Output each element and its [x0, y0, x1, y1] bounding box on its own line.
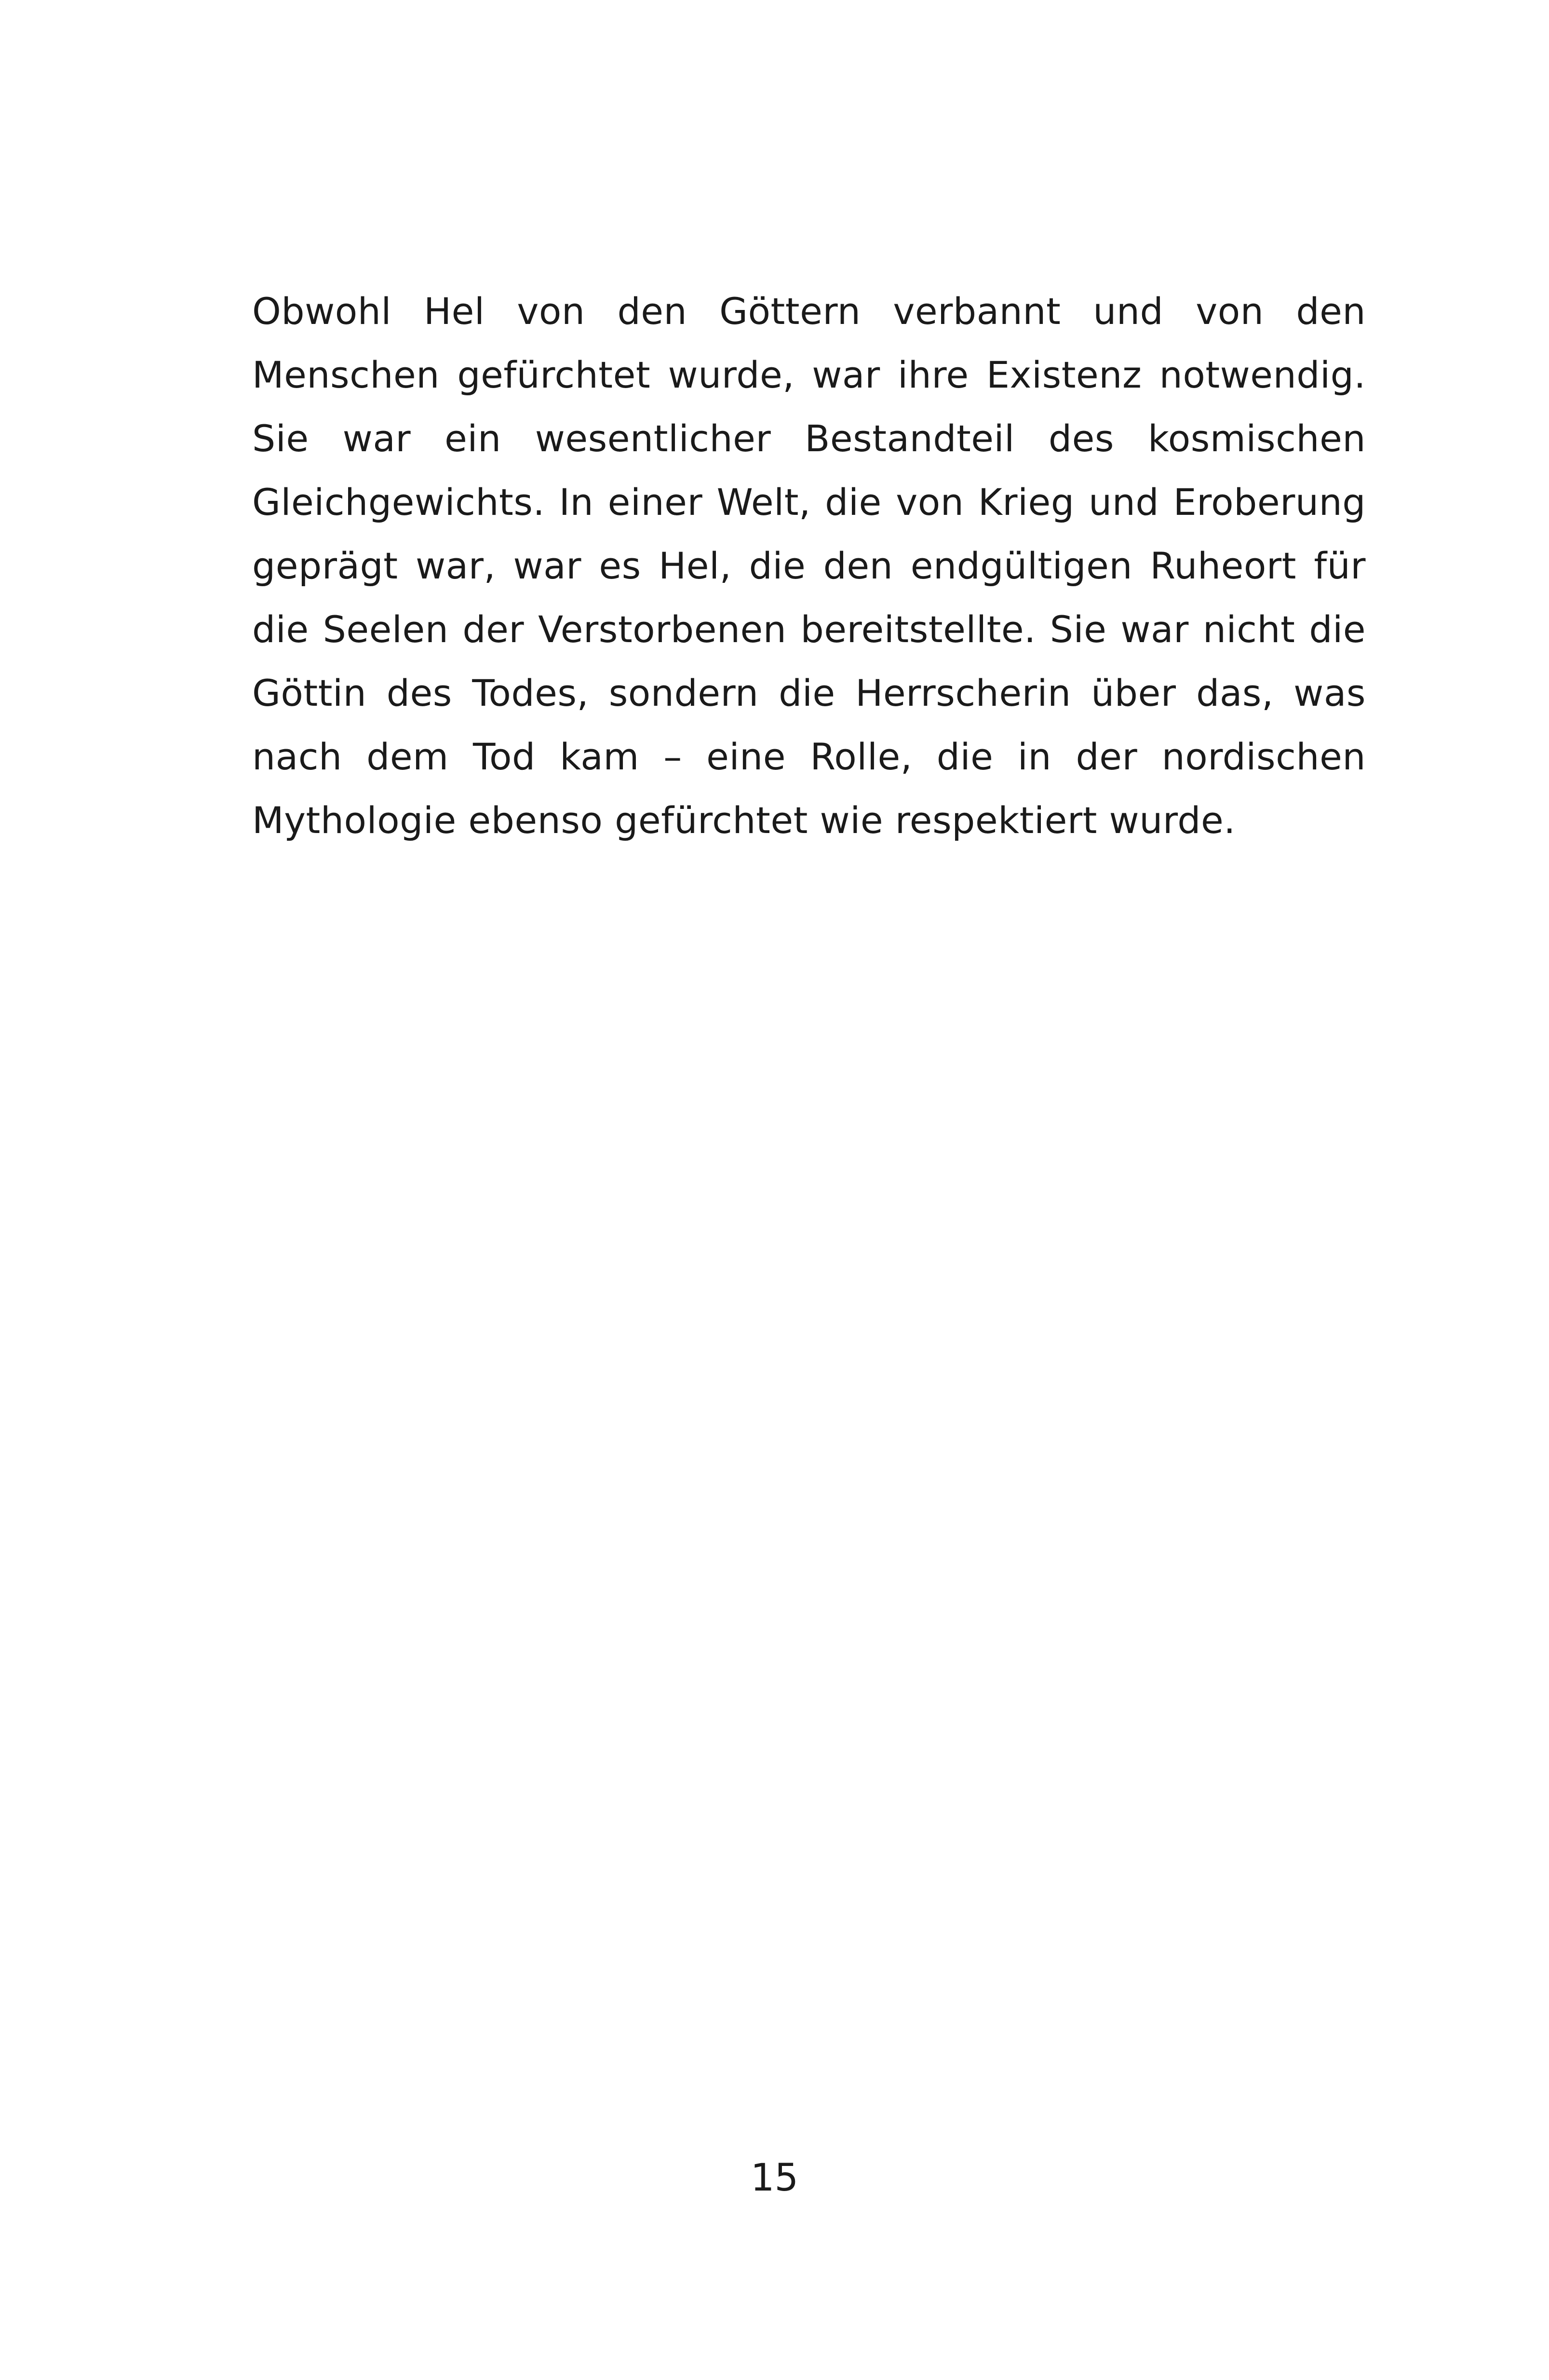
body-paragraph: Obwohl Hel von den Göttern verbannt und von den Menschen gefürchtet wurde, war ihre Existenz notwendig. Sie war ein wesentlicher Bestandteil des kosmischen Gleichgewichts. In einer Welt, die von Krieg und Eroberung geprägt war, war es Hel, die den endgültigen Ruheort für die Seelen der Verstorbenen bereitstellte. Sie war nicht die Göttin des Todes, sondern die Herrscherin über das, was nach dem Tod kam – eine Rolle, die in der nordischen Mythologie ebenso gefürchtet wie respektiert wurde.	[252, 290, 1366, 842]
page-number: 15	[750, 2156, 799, 2200]
